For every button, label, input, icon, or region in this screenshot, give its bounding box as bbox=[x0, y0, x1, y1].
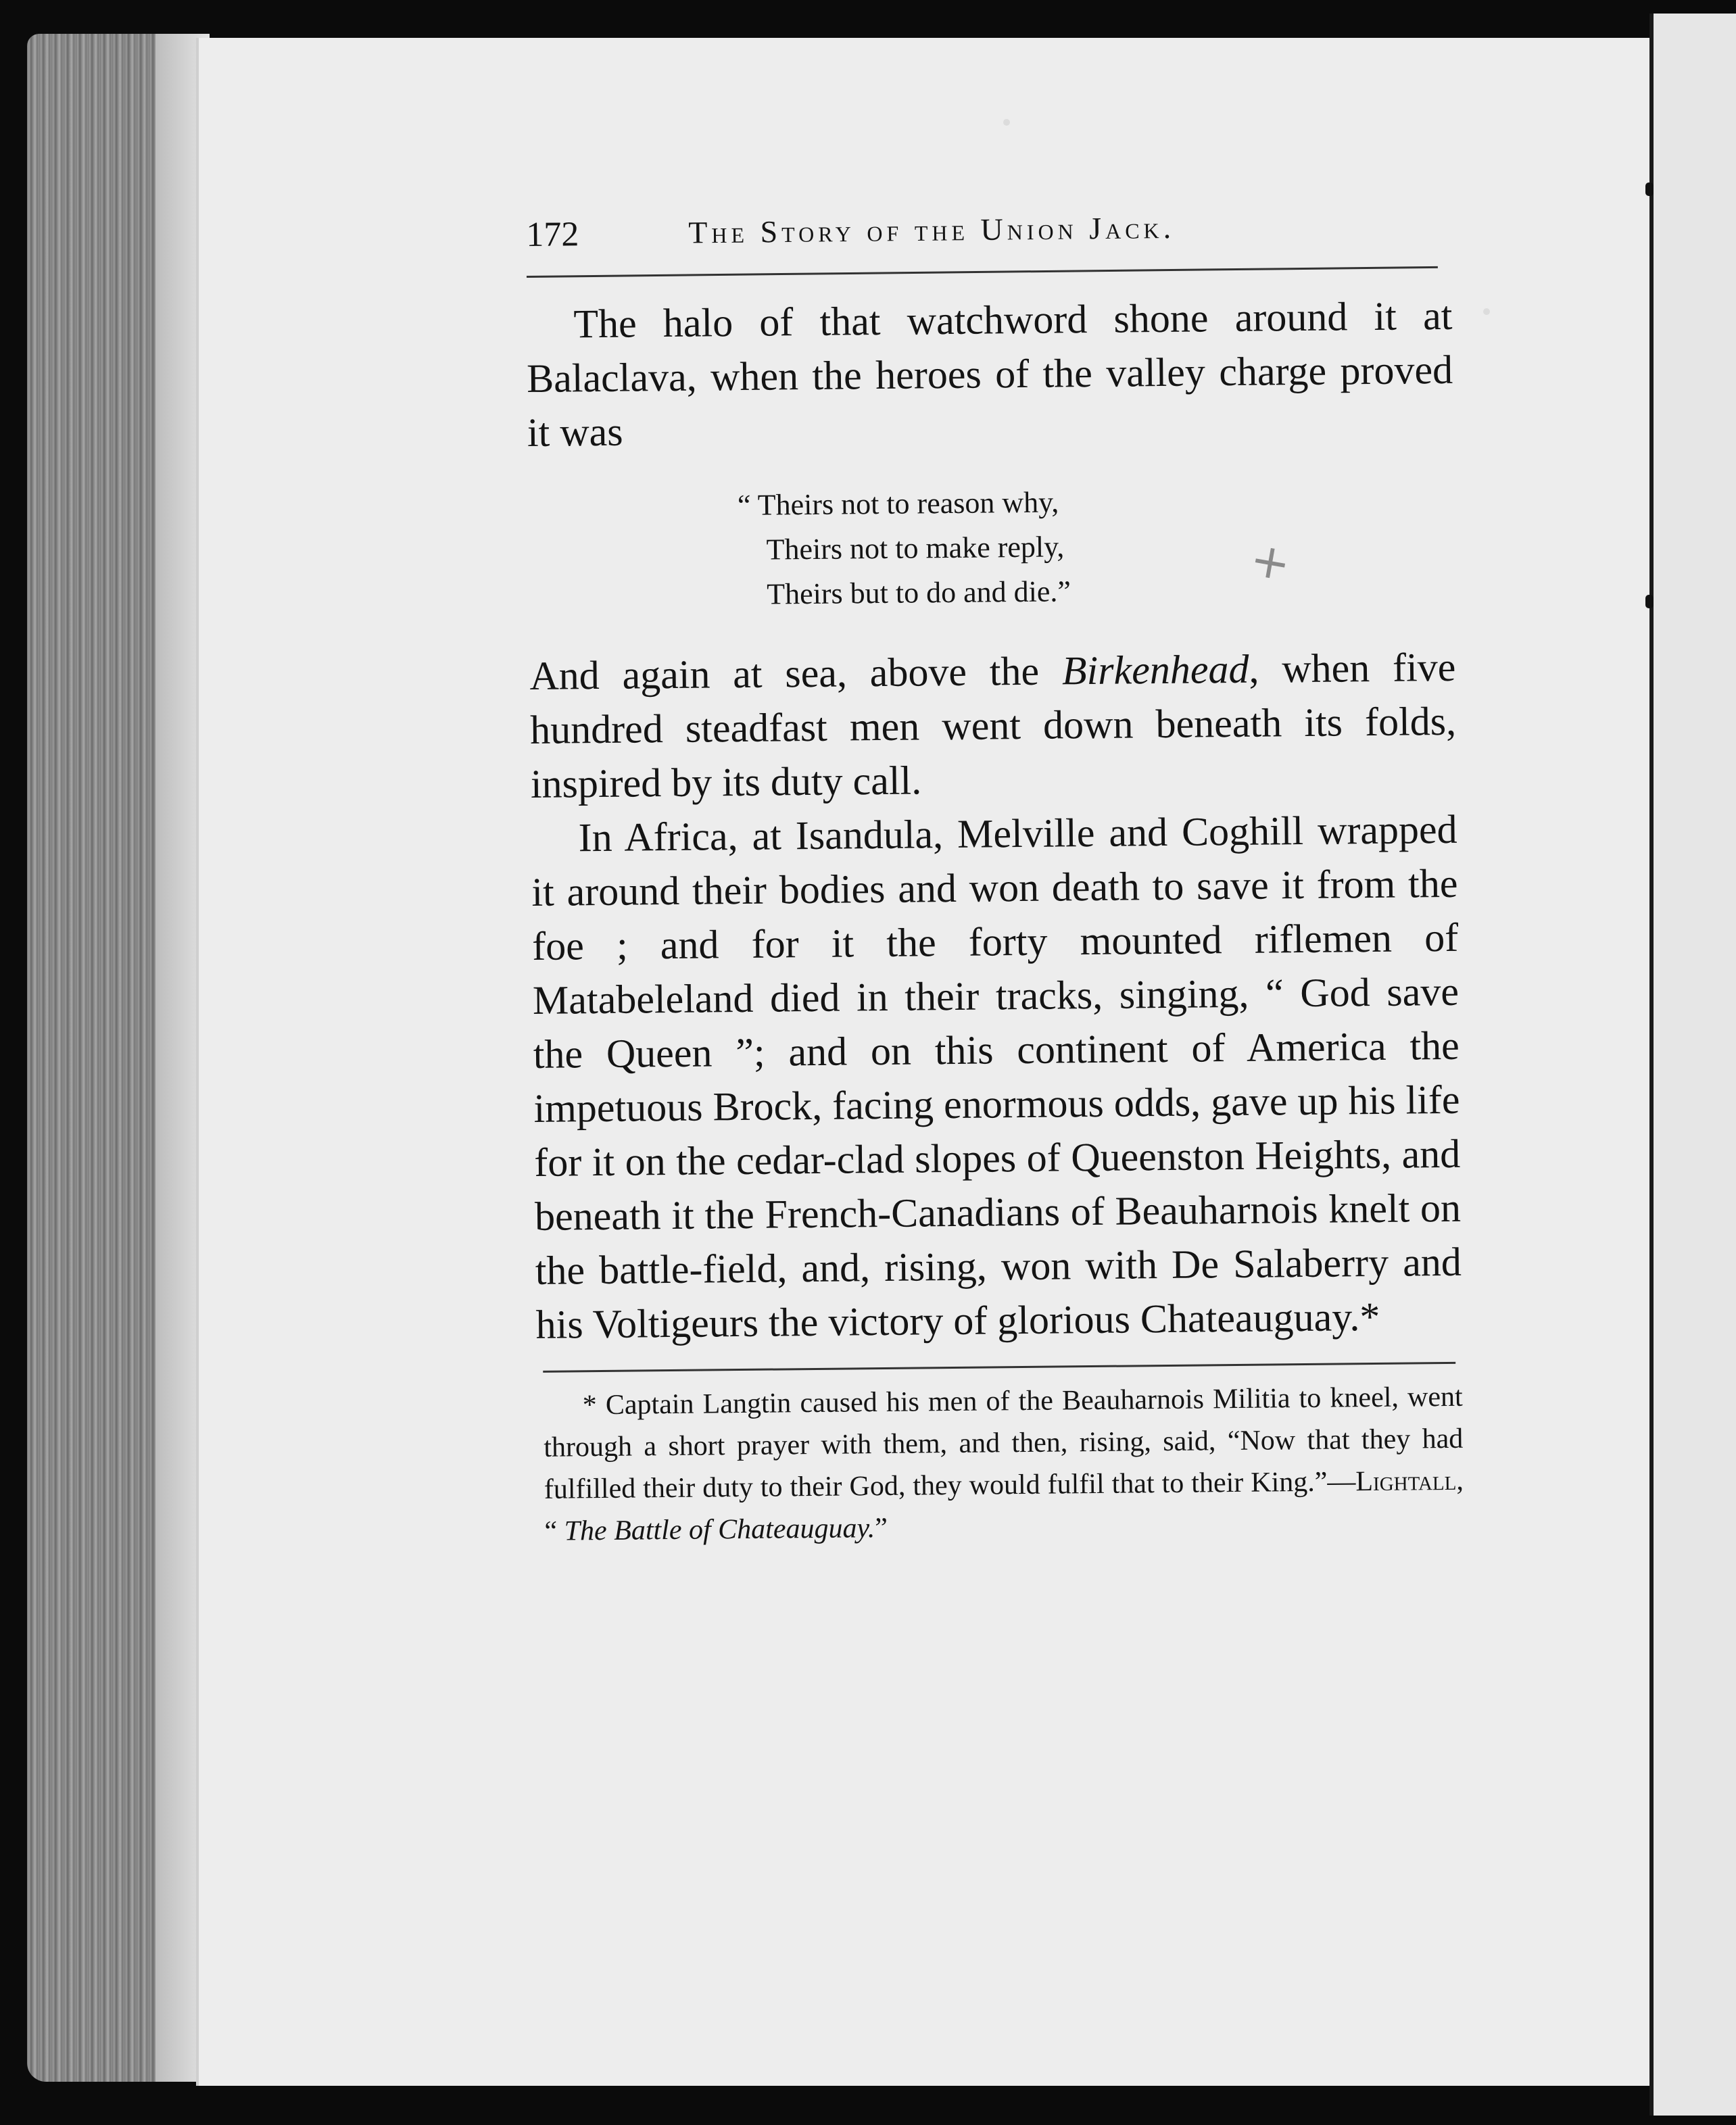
text-run: And again at sea, above the bbox=[529, 648, 1063, 698]
verse-line: “ Theirs not to reason why, bbox=[737, 485, 1059, 522]
footnote-quote-close: ” bbox=[875, 1512, 888, 1544]
paragraph-balaclava: The halo of that watchword shone around it at Balaclava, when the heroes of the valley charge proved it was bbox=[526, 293, 1453, 455]
footnote-quote-open: “ bbox=[544, 1515, 564, 1547]
pencil-margin-mark: + bbox=[1246, 531, 1295, 593]
running-title: The Story of the Union Jack. bbox=[688, 210, 1176, 250]
binding-mark bbox=[1645, 595, 1654, 608]
book-page-edges bbox=[27, 34, 210, 2082]
ship-name: Birkenhead bbox=[1061, 646, 1249, 693]
paper-speck bbox=[1483, 308, 1490, 315]
text-column bbox=[526, 289, 1464, 1553]
paragraph-birkenhead bbox=[529, 640, 1457, 811]
running-head bbox=[526, 205, 1439, 269]
footnote-rule bbox=[543, 1362, 1455, 1373]
adjacent-page bbox=[1649, 14, 1736, 2116]
page-number: 172 bbox=[526, 215, 579, 254]
text-run: , when five hundred steadfast men went down beneath its folds, inspired by its duty call. bbox=[529, 644, 1457, 806]
footnote-text: * Captain Langtin caused his men of the Beauharnois Militia to kneel, went through a short prayer with them, and then, rising, said, “Now that they had fulfilled their duty to their God, they would fulfil that to their King.”— bbox=[544, 1381, 1464, 1505]
binding-mark bbox=[1645, 182, 1654, 196]
verse-line: Theirs not to make reply, bbox=[766, 530, 1065, 566]
verse-line: Theirs but to do and die.” bbox=[766, 575, 1071, 611]
footnote-author: Lightall, bbox=[1355, 1465, 1464, 1498]
verse-quote bbox=[738, 477, 1455, 617]
paper-speck bbox=[1003, 119, 1010, 126]
paragraph-africa: In Africa, at Isandula, Melville and Coghill wrapped it around their bodies and won death to save it from the foe ; and for it the forty mounted riflemen of Matabeleland died in their tracks, singing, “ God save the Queen ”; and on this continent of America the impetuous Brock, facing enormous odds, gave up his life for it on the cedar-clad slopes of Queenston Heights, and beneath it the French-Canadians of Beauharnois knelt on the battle-field, and, rising, won with De Salaberry and his Voltigeurs the victory of glorious Chateauguay.* bbox=[531, 806, 1462, 1347]
footnote bbox=[543, 1376, 1464, 1553]
footnote-source-title: The Battle of Chateauguay. bbox=[564, 1513, 875, 1547]
